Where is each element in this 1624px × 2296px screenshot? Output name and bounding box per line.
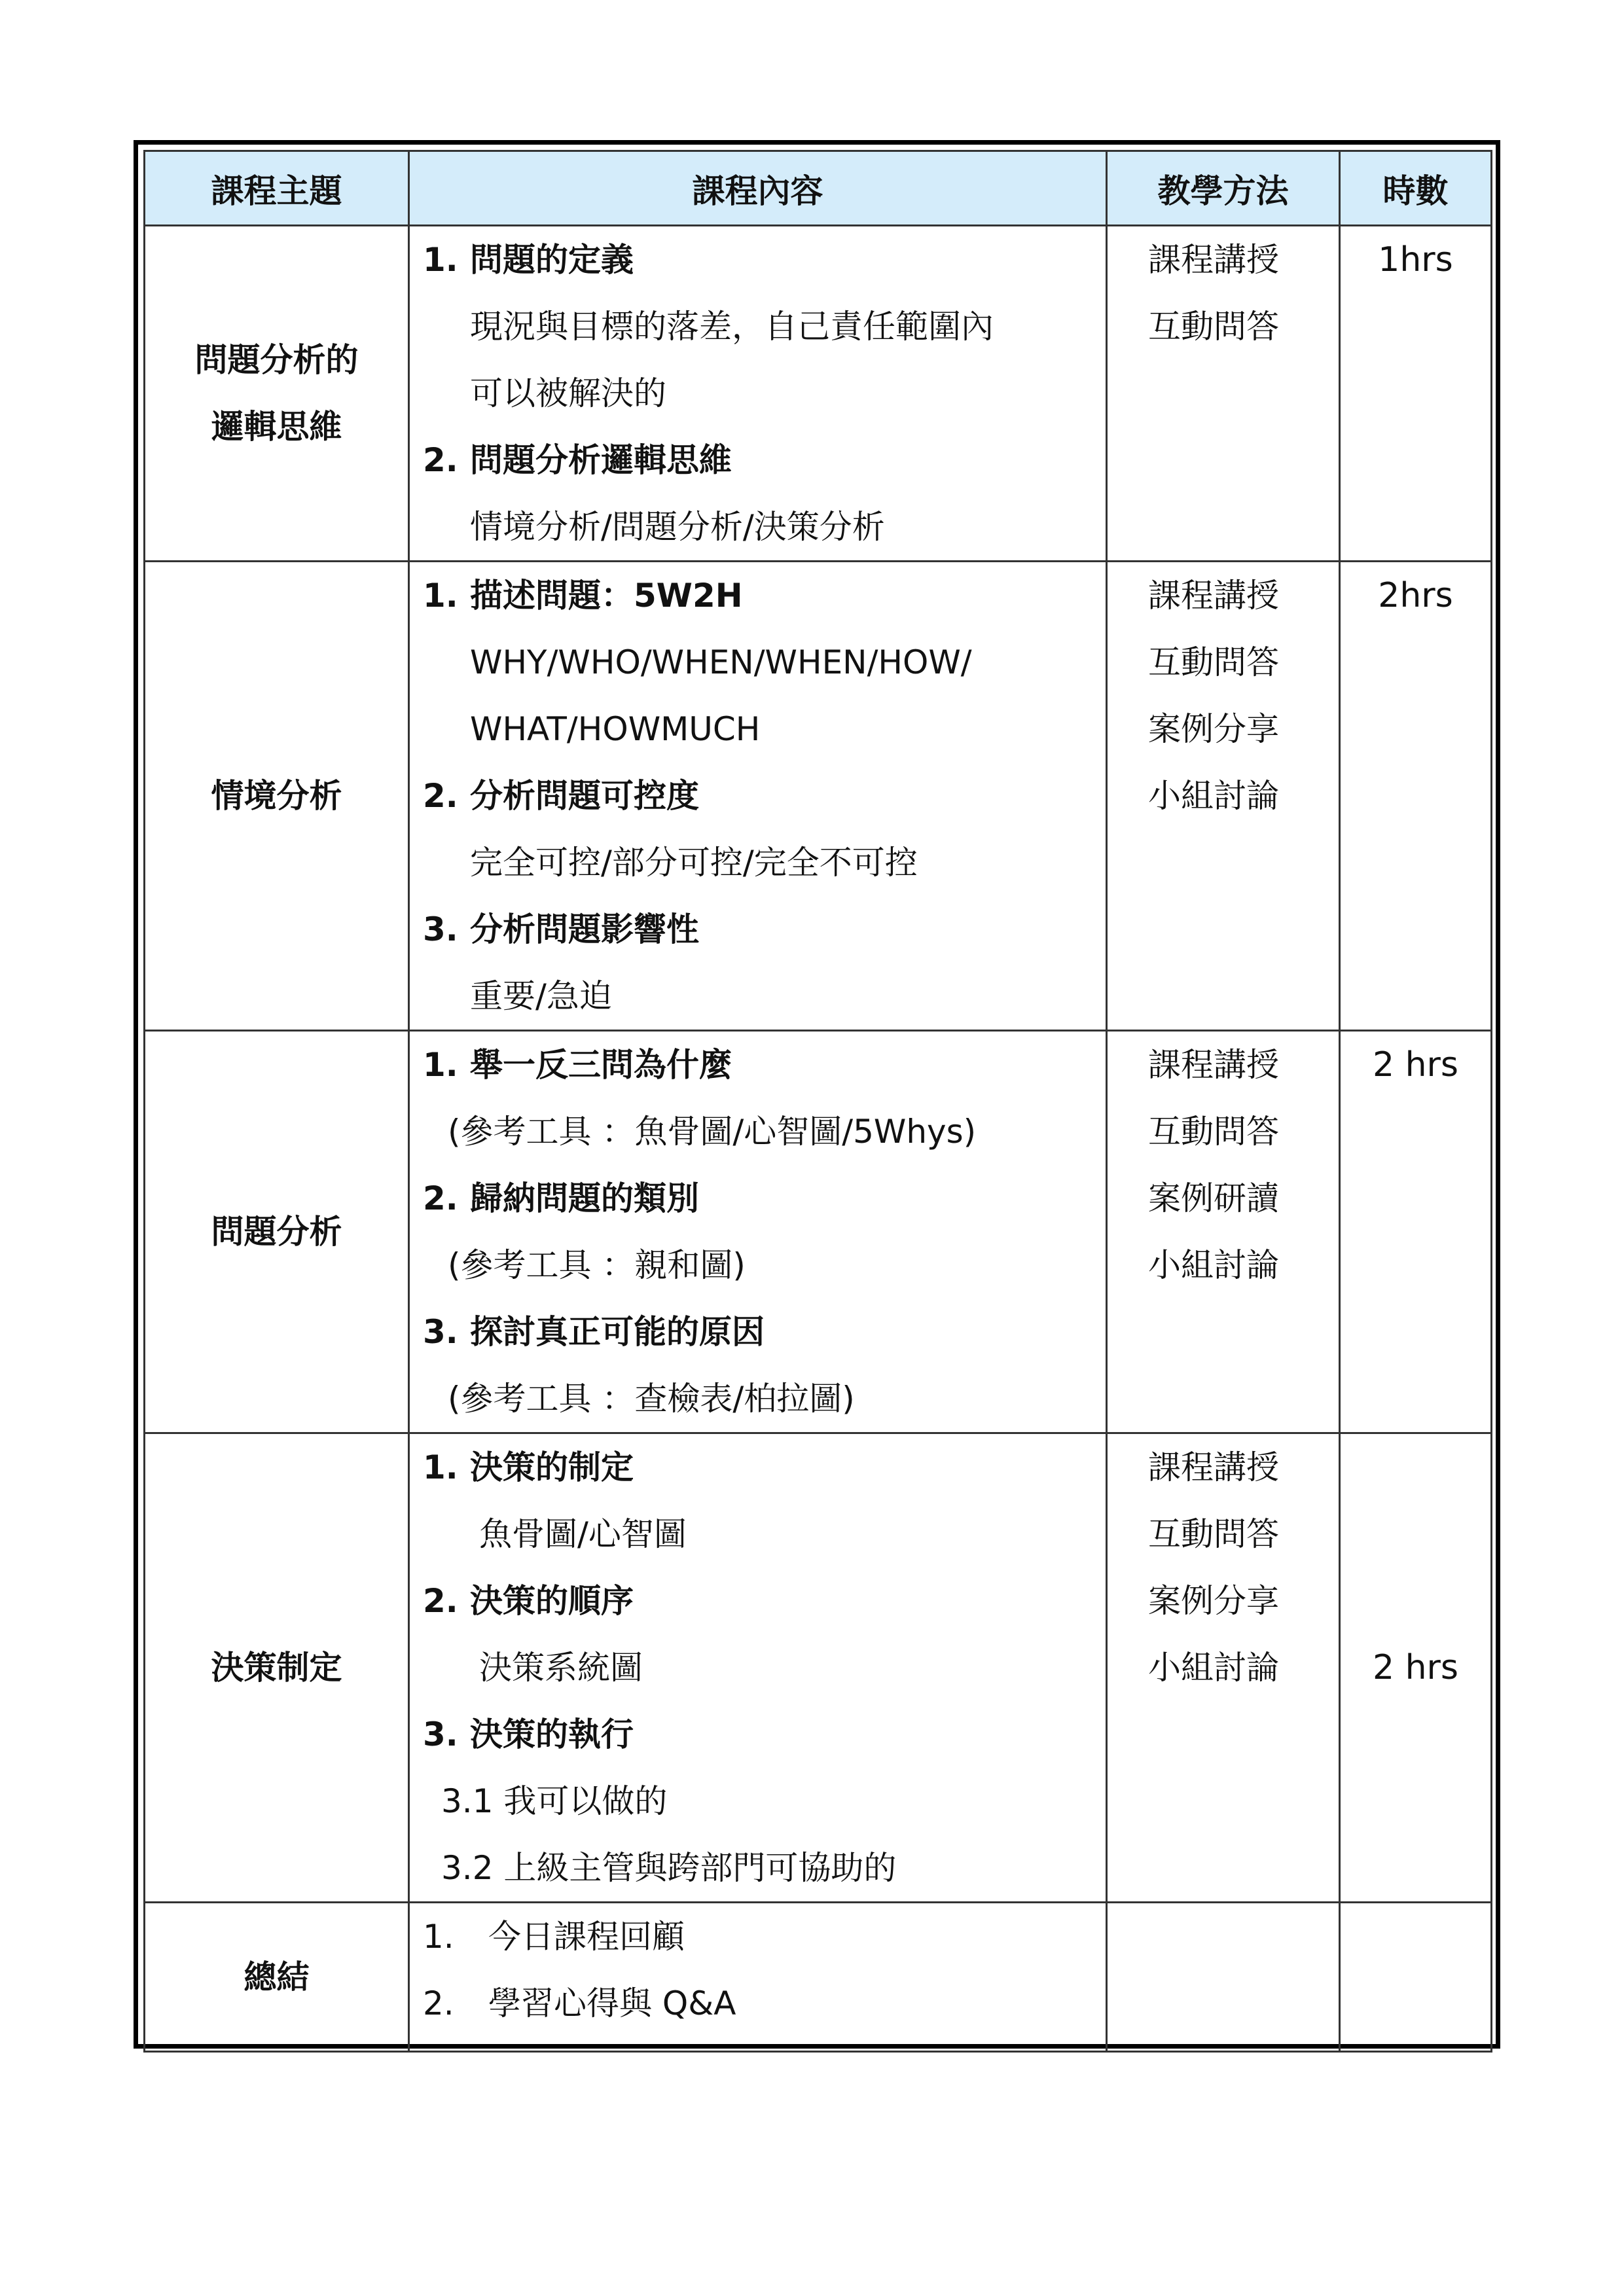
topic-cell: 問題分析 [145, 1031, 409, 1433]
method-cell [1107, 1031, 1340, 1433]
content-item: 1. 問題的定義 [423, 241, 634, 279]
hours-cell [1340, 1903, 1492, 2052]
content-detail: WHAT/HOWMUCH [470, 710, 761, 748]
method-item: 互動問答 [1148, 1113, 1279, 1151]
hours-cell: 2hrs [1340, 562, 1492, 1031]
content-item: 1. 今日課程回顧 [423, 1918, 685, 1956]
course-table-frame [134, 140, 1500, 2049]
table-row [145, 226, 1492, 562]
content-item: 1. 描述問題：5W2H [423, 577, 743, 615]
topic-cell: 決策制定 [145, 1433, 409, 1903]
content-item: 2. 歸納問題的類別 [423, 1179, 699, 1217]
table-row [145, 1031, 1492, 1433]
header-topic: 課程主題 [145, 151, 409, 226]
method-item: 課程講授 [1148, 1046, 1279, 1084]
content-detail: 魚骨圖/心智圖 [479, 1515, 687, 1553]
header-row [145, 151, 1492, 226]
content-detail: 完全可控/部分可控/完全不可控 [470, 844, 918, 882]
content-item: 3. 決策的執行 [423, 1715, 634, 1753]
content-detail: (參考工具 ：查檢表/柏拉圖) [448, 1380, 855, 1418]
method-cell [1107, 1903, 1340, 2052]
method-cell [1107, 562, 1340, 1031]
topic-line: 問題分析的 [194, 341, 359, 379]
content-detail: 可以被解決的 [470, 374, 666, 412]
method-item: 案例研讀 [1148, 1179, 1279, 1217]
method-item: 課程講授 [1148, 1448, 1279, 1486]
method-item: 小組討論 [1148, 1649, 1279, 1687]
method-item: 課程講授 [1148, 577, 1279, 615]
content-item: 3. 分析問題影響性 [423, 910, 699, 948]
content-detail: 情境分析/問題分析/決策分析 [470, 508, 885, 546]
header-method: 教學方法 [1107, 151, 1340, 226]
topic-line: 邏輯思維 [211, 408, 342, 446]
hours-cell: 1hrs [1340, 226, 1492, 562]
content-cell [409, 1031, 1107, 1433]
method-item: 案例分享 [1148, 1582, 1279, 1620]
content-detail: WHY/WHO/WHEN/WHEN/HOW/ [470, 643, 972, 681]
content-cell [409, 1903, 1107, 2052]
header-hours: 時數 [1340, 151, 1492, 226]
content-detail: 重要/急迫 [470, 977, 612, 1015]
content-item: 2. 問題分析邏輯思維 [423, 441, 732, 479]
method-item: 小組討論 [1148, 777, 1279, 815]
content-cell [409, 562, 1107, 1031]
content-detail: 現況與目標的落差，自己責任範圍內 [470, 308, 994, 346]
method-item: 互動問答 [1148, 308, 1279, 346]
method-cell [1107, 1433, 1340, 1903]
topic-cell: 總結 [145, 1903, 409, 2052]
content-item: 3. 探討真正可能的原因 [423, 1313, 765, 1351]
content-item: 1. 決策的制定 [423, 1448, 634, 1486]
content-cell [409, 226, 1107, 562]
method-item: 小組討論 [1148, 1246, 1279, 1284]
content-item: 1. 舉一反三問為什麼 [423, 1046, 732, 1084]
method-item: 案例分享 [1148, 710, 1279, 748]
method-cell [1107, 226, 1340, 562]
content-detail: (參考工具 ：魚骨圖/心智圖/5Whys) [448, 1113, 977, 1151]
method-item: 互動問答 [1148, 643, 1279, 681]
content-item: 2. 分析問題可控度 [423, 777, 699, 815]
content-detail: (參考工具 ：親和圖) [448, 1246, 746, 1284]
topic-cell [145, 226, 409, 562]
content-item: 2. 決策的順序 [423, 1582, 634, 1620]
hours-cell: 2 hrs [1340, 1031, 1492, 1433]
content-item: 2. 學習心得與 Q&A [423, 1984, 736, 2022]
topic-cell: 情境分析 [145, 562, 409, 1031]
header-content: 課程內容 [409, 151, 1107, 226]
content-detail: 3.1 我可以做的 [441, 1782, 668, 1820]
content-detail: 3.2 上級主管與跨部門可協助的 [441, 1849, 897, 1887]
table-row [145, 1433, 1492, 1903]
content-detail: 決策系統圖 [479, 1649, 643, 1687]
method-item: 課程講授 [1148, 241, 1279, 279]
table-row [145, 1903, 1492, 2052]
hours-cell: 2 hrs [1340, 1433, 1492, 1903]
method-item: 互動問答 [1148, 1515, 1279, 1553]
course-table [143, 150, 1492, 2053]
table-row [145, 562, 1492, 1031]
content-cell [409, 1433, 1107, 1903]
